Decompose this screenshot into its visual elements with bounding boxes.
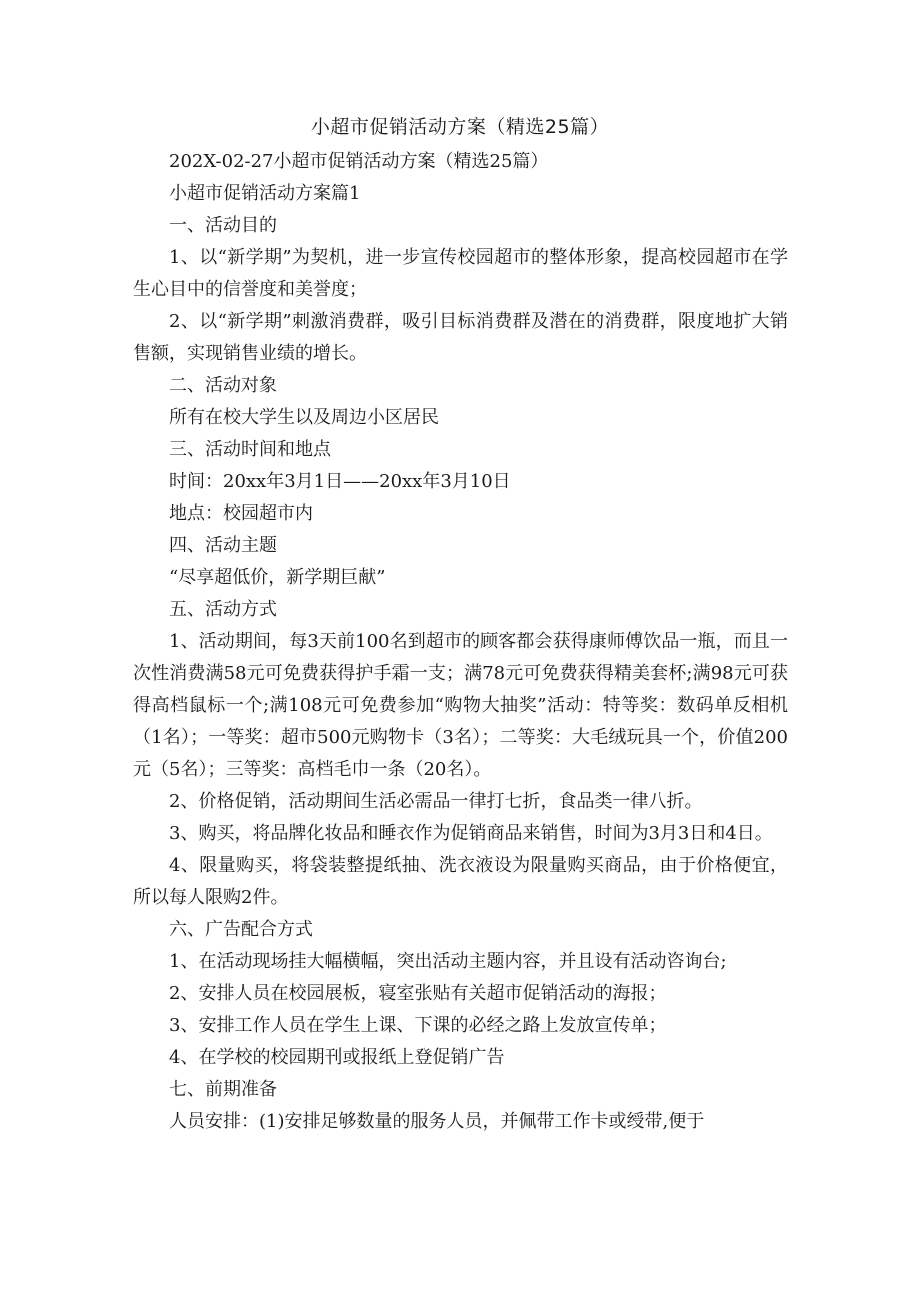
paragraph: 六、广告配合方式 [169,919,313,940]
paragraph: “尽享超低价，新学期巨献” [169,567,386,588]
paragraph: 2、价格促销，活动期间生活必需品一律打七折，食品类一律八折。 [169,791,703,812]
paragraph: 时间：20xx年3月1日——20xx年3月10日 [169,471,511,492]
paragraph: 2、以“新学期”刺激消费群，吸引目标消费群及潜在的消费群，限度地扩大销售额，实现销售业绩的增长。 [133,311,788,364]
document-title: 小超市促销活动方案（精选25篇） [310,116,610,138]
paragraph: 五、活动方式 [169,599,277,620]
paragraph: 2、安排人员在校园展板，寝室张贴有关超市促销活动的海报； [169,983,667,1004]
paragraph: 二、活动对象 [169,375,277,396]
paragraph: 3、购买，将品牌化妆品和睡衣作为促销商品来销售，时间为3月3日和4日。 [169,823,773,844]
paragraph: 三、活动时间和地点 [169,439,331,460]
paragraph: 四、活动主题 [169,535,277,556]
paragraph: 地点：校园超市内 [169,503,313,524]
paragraph: 七、前期准备 [169,1079,277,1100]
paragraph: 4、限量购买，将袋装整提纸抽、洗衣液设为限量购买商品，由于价格便宜，所以每人限购2件。 [133,855,788,908]
paragraph: 4、在学校的校园期刊或报纸上登促销广告 [169,1047,505,1068]
paragraph: 小超市促销活动方案篇1 [169,183,361,204]
document-body [133,146,788,1138]
paragraph: 1、活动期间，每3天前100名到超市的顾客都会获得康师傅饮品一瓶，而且一次性消费满58元可免费获得护手霜一支；满78元可免费获得精美套杯;满98元可获得高档鼠标一个;满108元可免费参加“购物大抽奖”活动：特等奖：数码单反相机（1名）；一等奖：超市500元购物卡（3名）；二等奖：大毛绒玩具一个，价值200元（5名）；三等奖：高档毛巾一条（20名）。 [133,631,788,780]
paragraph: 人员安排：(1)安排足够数量的服务人员，并佩带工作卡或绶带,便于 [169,1111,705,1132]
paragraph: 一、活动目的 [169,215,277,236]
paragraph: 1、以“新学期”为契机，进一步宣传校园超市的整体形象，提高校园超市在学生心目中的信誉度和美誉度； [133,247,788,300]
paragraph: 1、在活动现场挂大幅横幅，突出活动主题内容，并且设有活动咨询台; [169,951,727,972]
paragraph: 所有在校大学生以及周边小区居民 [169,407,439,428]
paragraph: 202X-02-27小超市促销活动方案（精选25篇） [169,151,549,172]
paragraph: 3、安排工作人员在学生上课、下课的必经之路上发放宣传单； [169,1015,667,1036]
